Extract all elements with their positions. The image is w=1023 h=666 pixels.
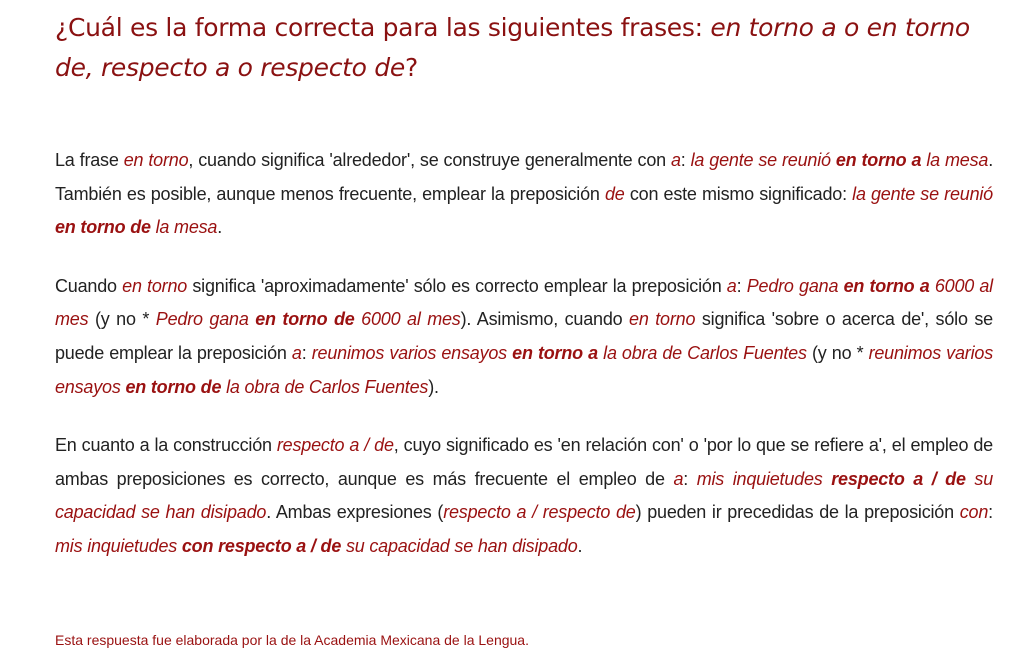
example-sentence: reunimos varios ensayos en torno a la obra de Carlos Fuentes: [311, 342, 807, 363]
example-sentence: mis inquietudes con respecto a / de su capacidad se han disipado: [55, 535, 578, 556]
example-sentence: mis inquietudes respecto a / de su capacidad se han disipado: [55, 468, 994, 523]
example-sentence: la gente se reunió en torno a la mesa: [690, 150, 989, 170]
paragraph-respecto-a-de: En cuanto a la construcción respecto a / de, cuyo significado es 'en relación con' o 'por lo que se refiere a', el empleo de ambas preposiciones es correcto, aunque es más frecuente el empleo de a: mis inquietudes respecto a / de su capacidad se han disipado. Ambas expresiones (respecto a / respecto de) pueden ir precedidas de la preposición con: mis inquietudes con respecto a / de su capacidad se han disipado.: [55, 435, 994, 556]
example-sentence: Pedro gana en torno a 6000 al mes: [55, 275, 993, 330]
example-sentence: la gente se reunió en torno de la mesa: [55, 183, 993, 238]
footer-credit: Esta respuesta fue elaborada por la de la Academia Mexicana de la Lengua.: [55, 632, 529, 648]
paragraph-en-torno-aproximadamente: Cuando en torno significa 'aproximadamente' sólo es correcto emplear la preposición a: Pedro gana en torno a 6000 al mes (y no * Pedro gana en torno de 6000 al mes). Asimismo, cuando en torno significa 'sobre o acerca de', sólo se puede emplear la preposición a: reunimos varios ensayos en torno a la obra de Carlos Fuentes (y no * reunimos varios ensayos en torno de la obra de Carlos Fuentes).: [55, 275, 993, 397]
example-sentence: Pedro gana en torno de 6000 al mes: [155, 309, 461, 330]
example-sentence: reunimos varios ensayos en torno de la obra de Carlos Fuentes: [55, 342, 993, 397]
paragraph-en-torno-alrededor: La frase en torno, cuando significa 'alrededor', se construye generalmente con a: la gente se reunió en torno a la mesa. También es posible, aunque menos frecuente, emplear la preposición de con este mismo significado: la gente se reunió en torno de la mesa.: [55, 150, 994, 238]
title-italic-phrase: en torno a o en torno de, respecto a o respecto de: [55, 13, 970, 82]
page-title: ¿Cuál es la forma correcta para las siguientes frases: en torno a o en torno de, respecto a o respecto de?: [55, 13, 970, 82]
article: [55, 0, 993, 564]
